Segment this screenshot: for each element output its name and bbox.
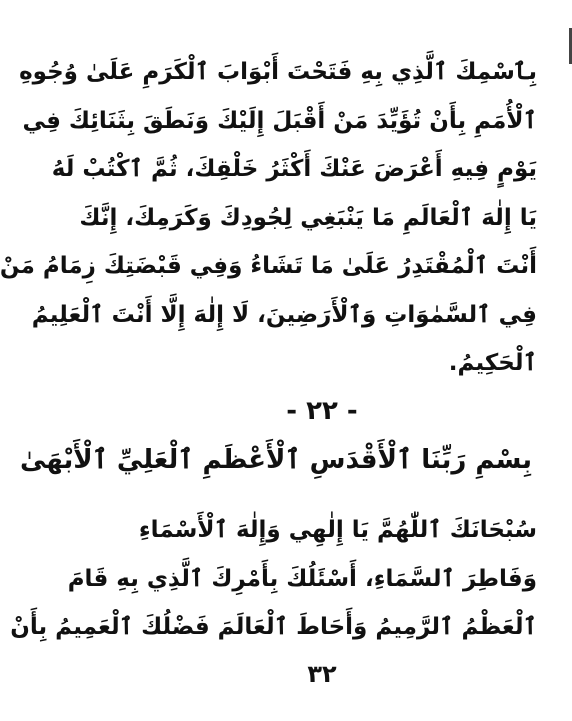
text-line: يَوْمٍ فِيهِ أَعْرَضَ عَنْكَ أَكْثَرُ خَلْقِكَ، ثُمَّ ٱكْتُبْ لَهُ	[51, 156, 537, 182]
prayer-paragraph-2	[10, 506, 537, 652]
page-number: ٣٢	[307, 660, 337, 688]
prayer-number: - ٢٢ -	[286, 396, 358, 426]
text-line: أَنْتَ ٱلْمُقْتَدِرُ عَلَىٰ مَا تَشَاءُ وَفِي قَبْضَتِكَ زِمَامُ مَنْ	[0, 253, 537, 279]
prayer-paragraph-1	[0, 48, 537, 388]
text-line: ٱلْأُمَمِ بِأَنْ تُؤَيِّدَ مَنْ أَقْبَلَ إِلَيْكَ وَنَطَقَ بِثَنَائِكَ فِي	[22, 107, 537, 134]
text-line: يَا إِلٰهَ ٱلْعَالَمِ مَا يَنْبَغِي لِجُودِكَ وَكَرَمِكَ، إِنَّكَ	[79, 204, 537, 231]
text-line: سُبْحَانَكَ ٱللّٰهُمَّ يَا إِلٰهِي وَإِلٰهَ ٱلْأَسْمَاءِ	[138, 517, 537, 543]
prayer-heading: بِسْمِ رَبِّنَا ٱلْأَقْدَسِ ٱلْأَعْظَمِ ٱلْعَلِيِّ ٱلْأَبْهَىٰ	[20, 445, 532, 475]
text-line: وَفَاطِرَ ٱلسَّمَاءِ، أَسْئَلُكَ بِأَمْرِكَ ٱلَّذِي بِهِ قَامَ	[67, 565, 537, 592]
text-line: ٱلْعَظْمُ ٱلرَّمِيمُ وَأَحَاطَ ٱلْعَالَمَ فَضْلُكَ ٱلْعَمِيمُ بِأَنْ	[10, 614, 537, 640]
text-line: بِٱسْمِكَ ٱلَّذِي بِهِ فَتَحْتَ أَبْوَابَ ٱلْكَرَمِ عَلَىٰ وُجُوهِ	[19, 59, 537, 85]
text-line: فِي ٱلسَّمٰوَاتِ وَٱلْأَرَضِينَ، لَا إِلٰهَ إِلَّا أَنْتَ ٱلْعَلِيمُ	[31, 301, 537, 328]
text-line: ٱلْحَكِيمُ.	[448, 350, 537, 376]
